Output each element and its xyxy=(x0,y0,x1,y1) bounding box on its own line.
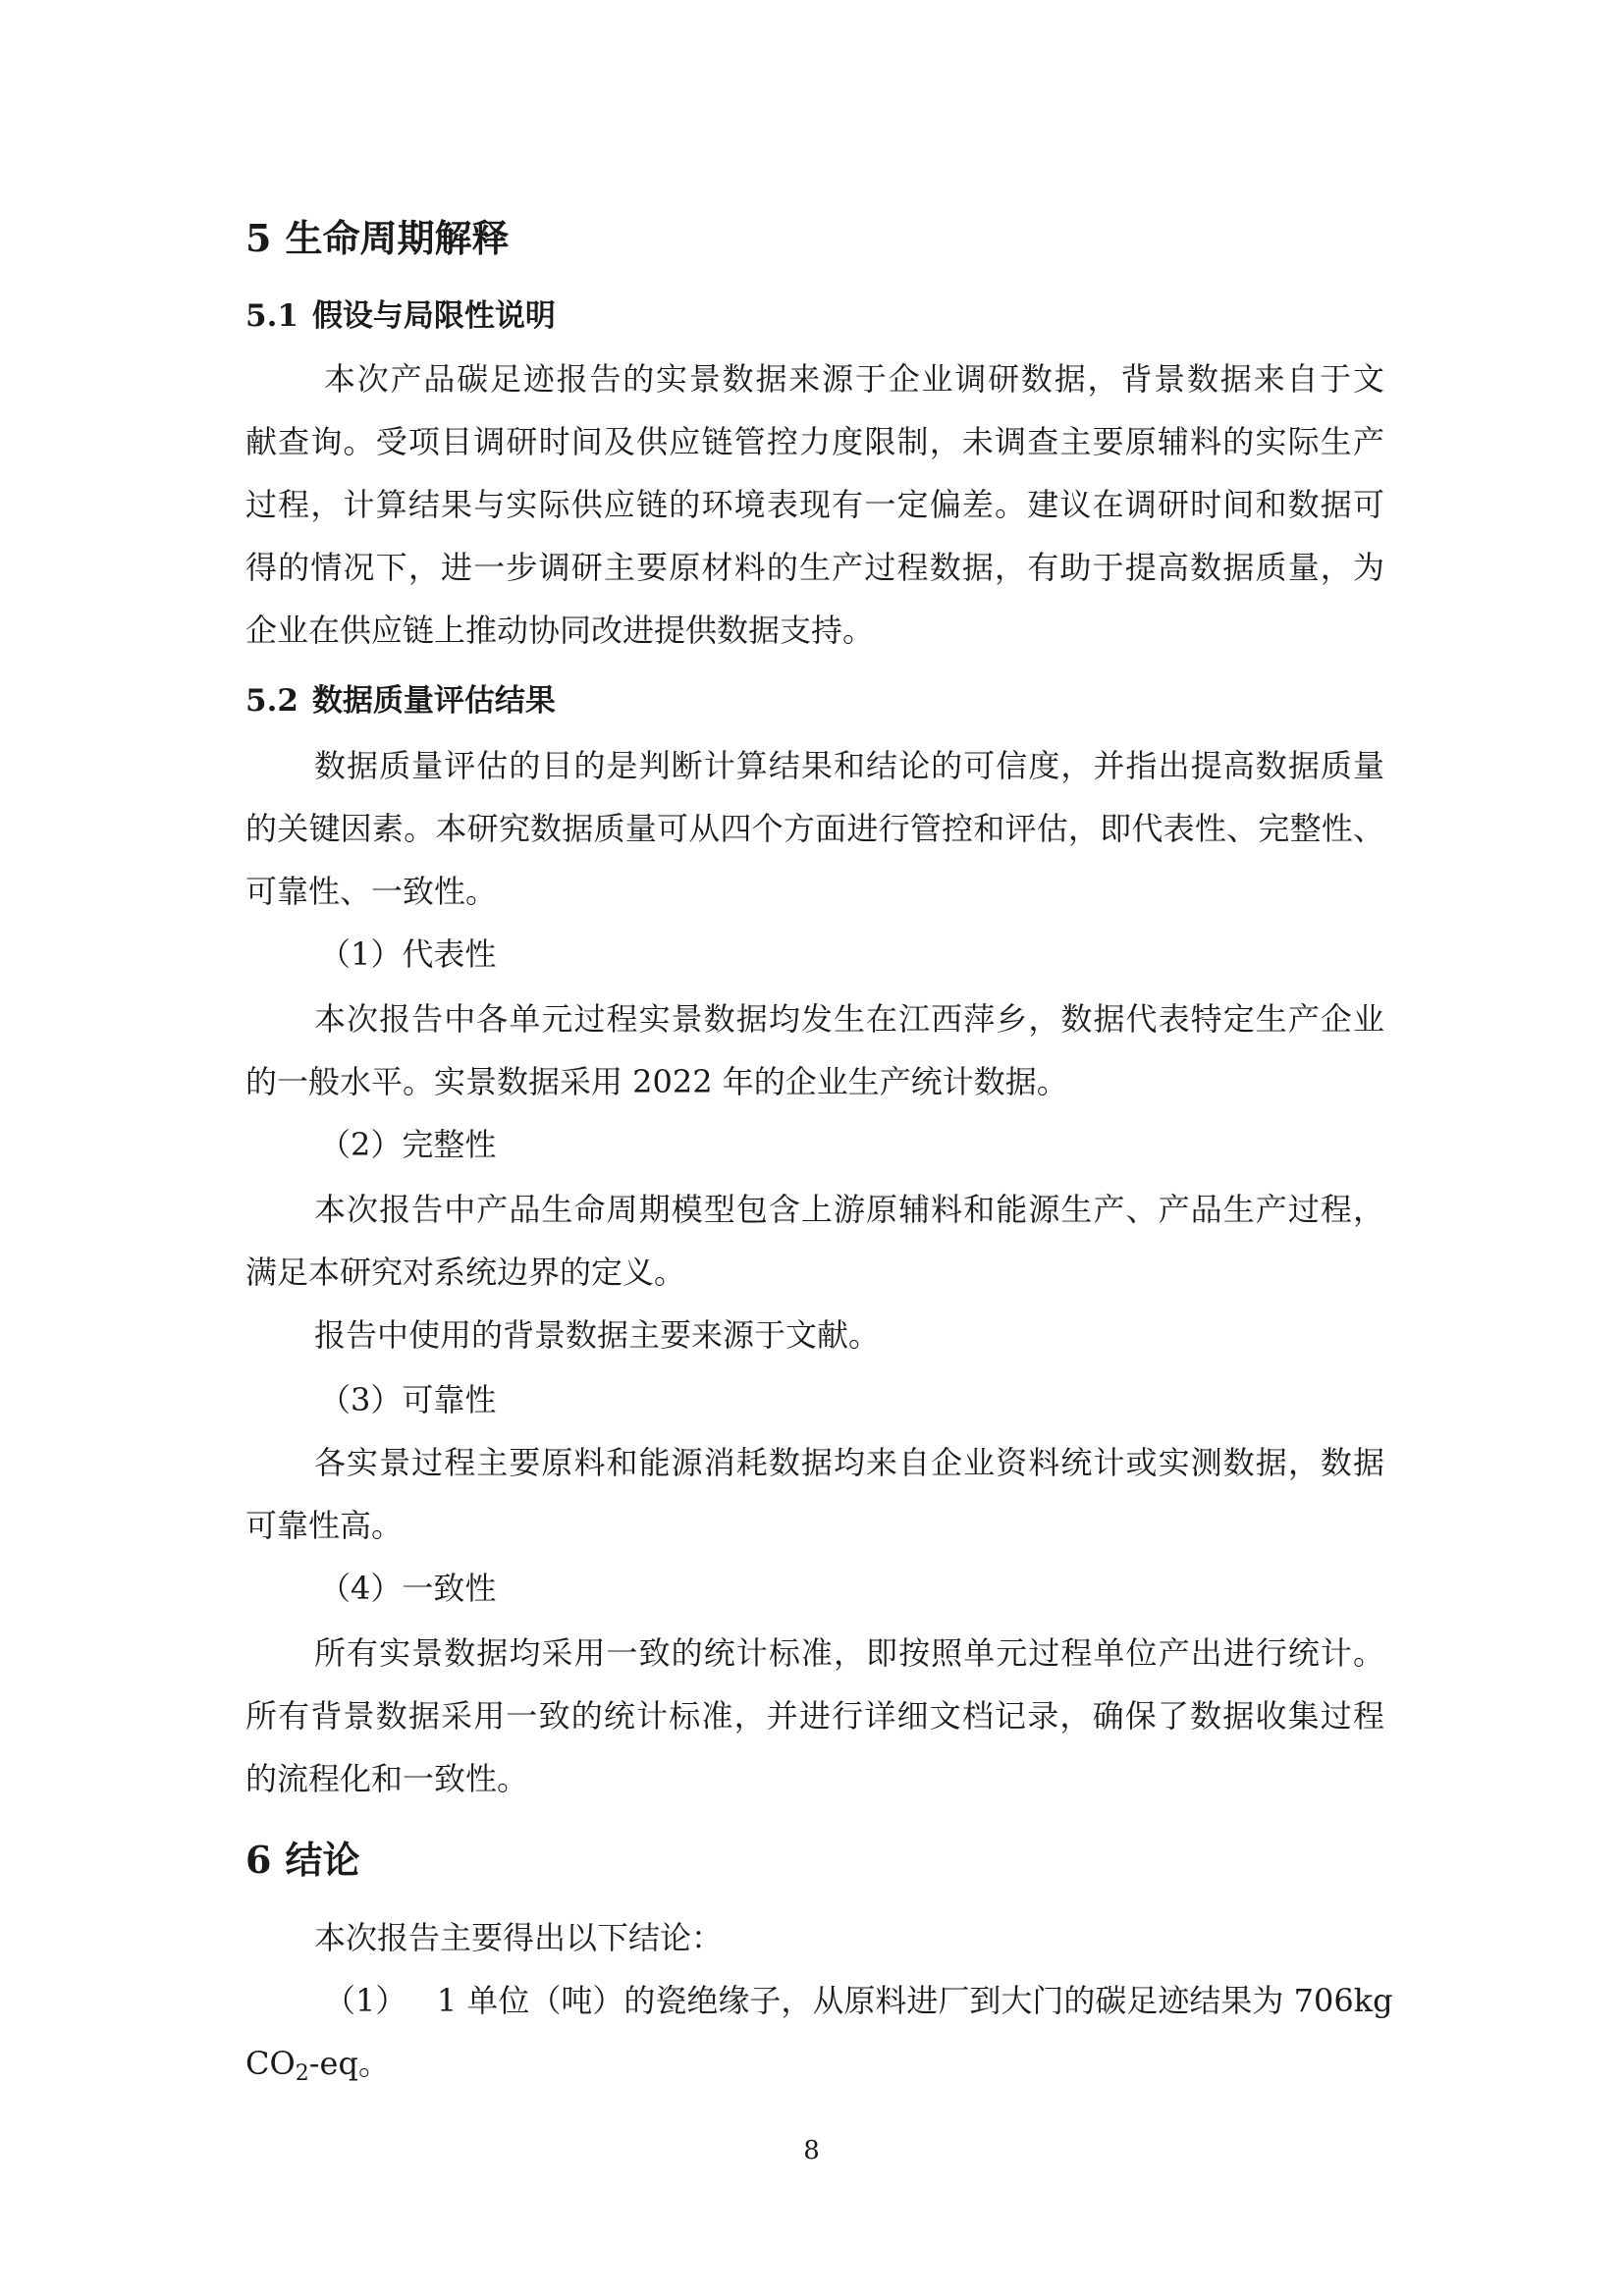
conclusion-1-line xyxy=(324,1979,1393,2022)
paragraph-line: 本次报告中产品生命周期模型包含上游原辅料和能源生产、产品生产过程， xyxy=(314,1191,1384,1228)
conclusion-1-unit xyxy=(245,2042,1384,2085)
unit-prefix: CO xyxy=(245,2045,296,2082)
unit-subscript: 2 xyxy=(295,2061,309,2086)
paragraph-line: 报告中使用的背景数据主要来源于文献。 xyxy=(314,1316,881,1354)
paragraph-line: 所有实景数据均采用一致的统计标准，即按照单元过程单位产出进行统计。 xyxy=(314,1634,1384,1672)
paragraph-line: 所有背景数据采用一致的统计标准，并进行详细文档记录，确保了数据收集过程 xyxy=(245,1697,1384,1735)
subsection-5-1-heading xyxy=(245,294,556,338)
section-6-heading xyxy=(245,1836,359,1885)
criterion-representativeness: （1）代表性 xyxy=(319,935,497,973)
paragraph-line: 本次报告主要得出以下结论： xyxy=(314,1919,724,1956)
subsection-number: 5.2 xyxy=(245,683,298,719)
paragraph-line: 企业在供应链上推动协同改进提供数据支持。 xyxy=(245,612,875,649)
section-title: 生命周期解释 xyxy=(285,216,510,260)
paragraph-line: 满足本研究对系统边界的定义。 xyxy=(245,1254,686,1291)
paragraph-line: 过程，计算结果与实际供应链的环境表现有一定偏差。建议在调研时间和数据可 xyxy=(245,486,1384,523)
conclusion-text: 1 单位（吨）的瓷绝缘子，从原料进厂到大门的碳足迹结果为 706kg xyxy=(436,1982,1393,2019)
subsection-5-2-heading xyxy=(245,679,556,722)
paragraph-line: 各实景过程主要原料和能源消耗数据均来自企业资料统计或实测数据，数据 xyxy=(314,1444,1384,1481)
section-number: 5 xyxy=(245,216,272,260)
subsection-number: 5.1 xyxy=(245,298,298,334)
subsection-title: 假设与局限性说明 xyxy=(311,298,556,334)
paragraph-line: 献查询。受项目调研时间及供应链管控力度限制，未调查主要原辅料的实际生产 xyxy=(245,423,1384,460)
subsection-title: 数据质量评估结果 xyxy=(311,683,556,719)
paragraph-line: 的关键因素。本研究数据质量可从四个方面进行管控和评估，即代表性、完整性、 xyxy=(245,810,1384,847)
paragraph-line: 的流程化和一致性。 xyxy=(245,1760,529,1797)
paragraph-line: 的一般水平。实景数据采用 2022 年的企业生产统计数据。 xyxy=(245,1063,1068,1100)
conclusion-number: （1） xyxy=(324,1982,407,2019)
criterion-consistency: （4）一致性 xyxy=(319,1570,497,1607)
paragraph-line: 可靠性高。 xyxy=(245,1507,404,1544)
paragraph-line: 得的情况下，进一步调研主要原材料的生产过程数据，有助于提高数据质量，为 xyxy=(245,549,1384,586)
page-number: 8 xyxy=(803,2136,820,2165)
section-title: 结论 xyxy=(285,1838,360,1882)
paragraph-line: 本次产品碳足迹报告的实景数据来源于企业调研数据，背景数据来自于文 xyxy=(324,360,1384,398)
section-number: 6 xyxy=(245,1838,272,1882)
unit-suffix: -eq。 xyxy=(308,2045,390,2082)
paragraph-line: 数据质量评估的目的是判断计算结果和结论的可信度，并指出提高数据质量 xyxy=(314,747,1384,784)
paragraph-line: 可靠性、一致性。 xyxy=(245,873,498,910)
paragraph-line: 本次报告中各单元过程实景数据均发生在江西萍乡，数据代表特定生产企业 xyxy=(314,1000,1384,1038)
criterion-reliability: （3）可靠性 xyxy=(319,1381,497,1418)
section-5-heading xyxy=(245,214,509,263)
criterion-completeness: （2）完整性 xyxy=(319,1126,497,1163)
